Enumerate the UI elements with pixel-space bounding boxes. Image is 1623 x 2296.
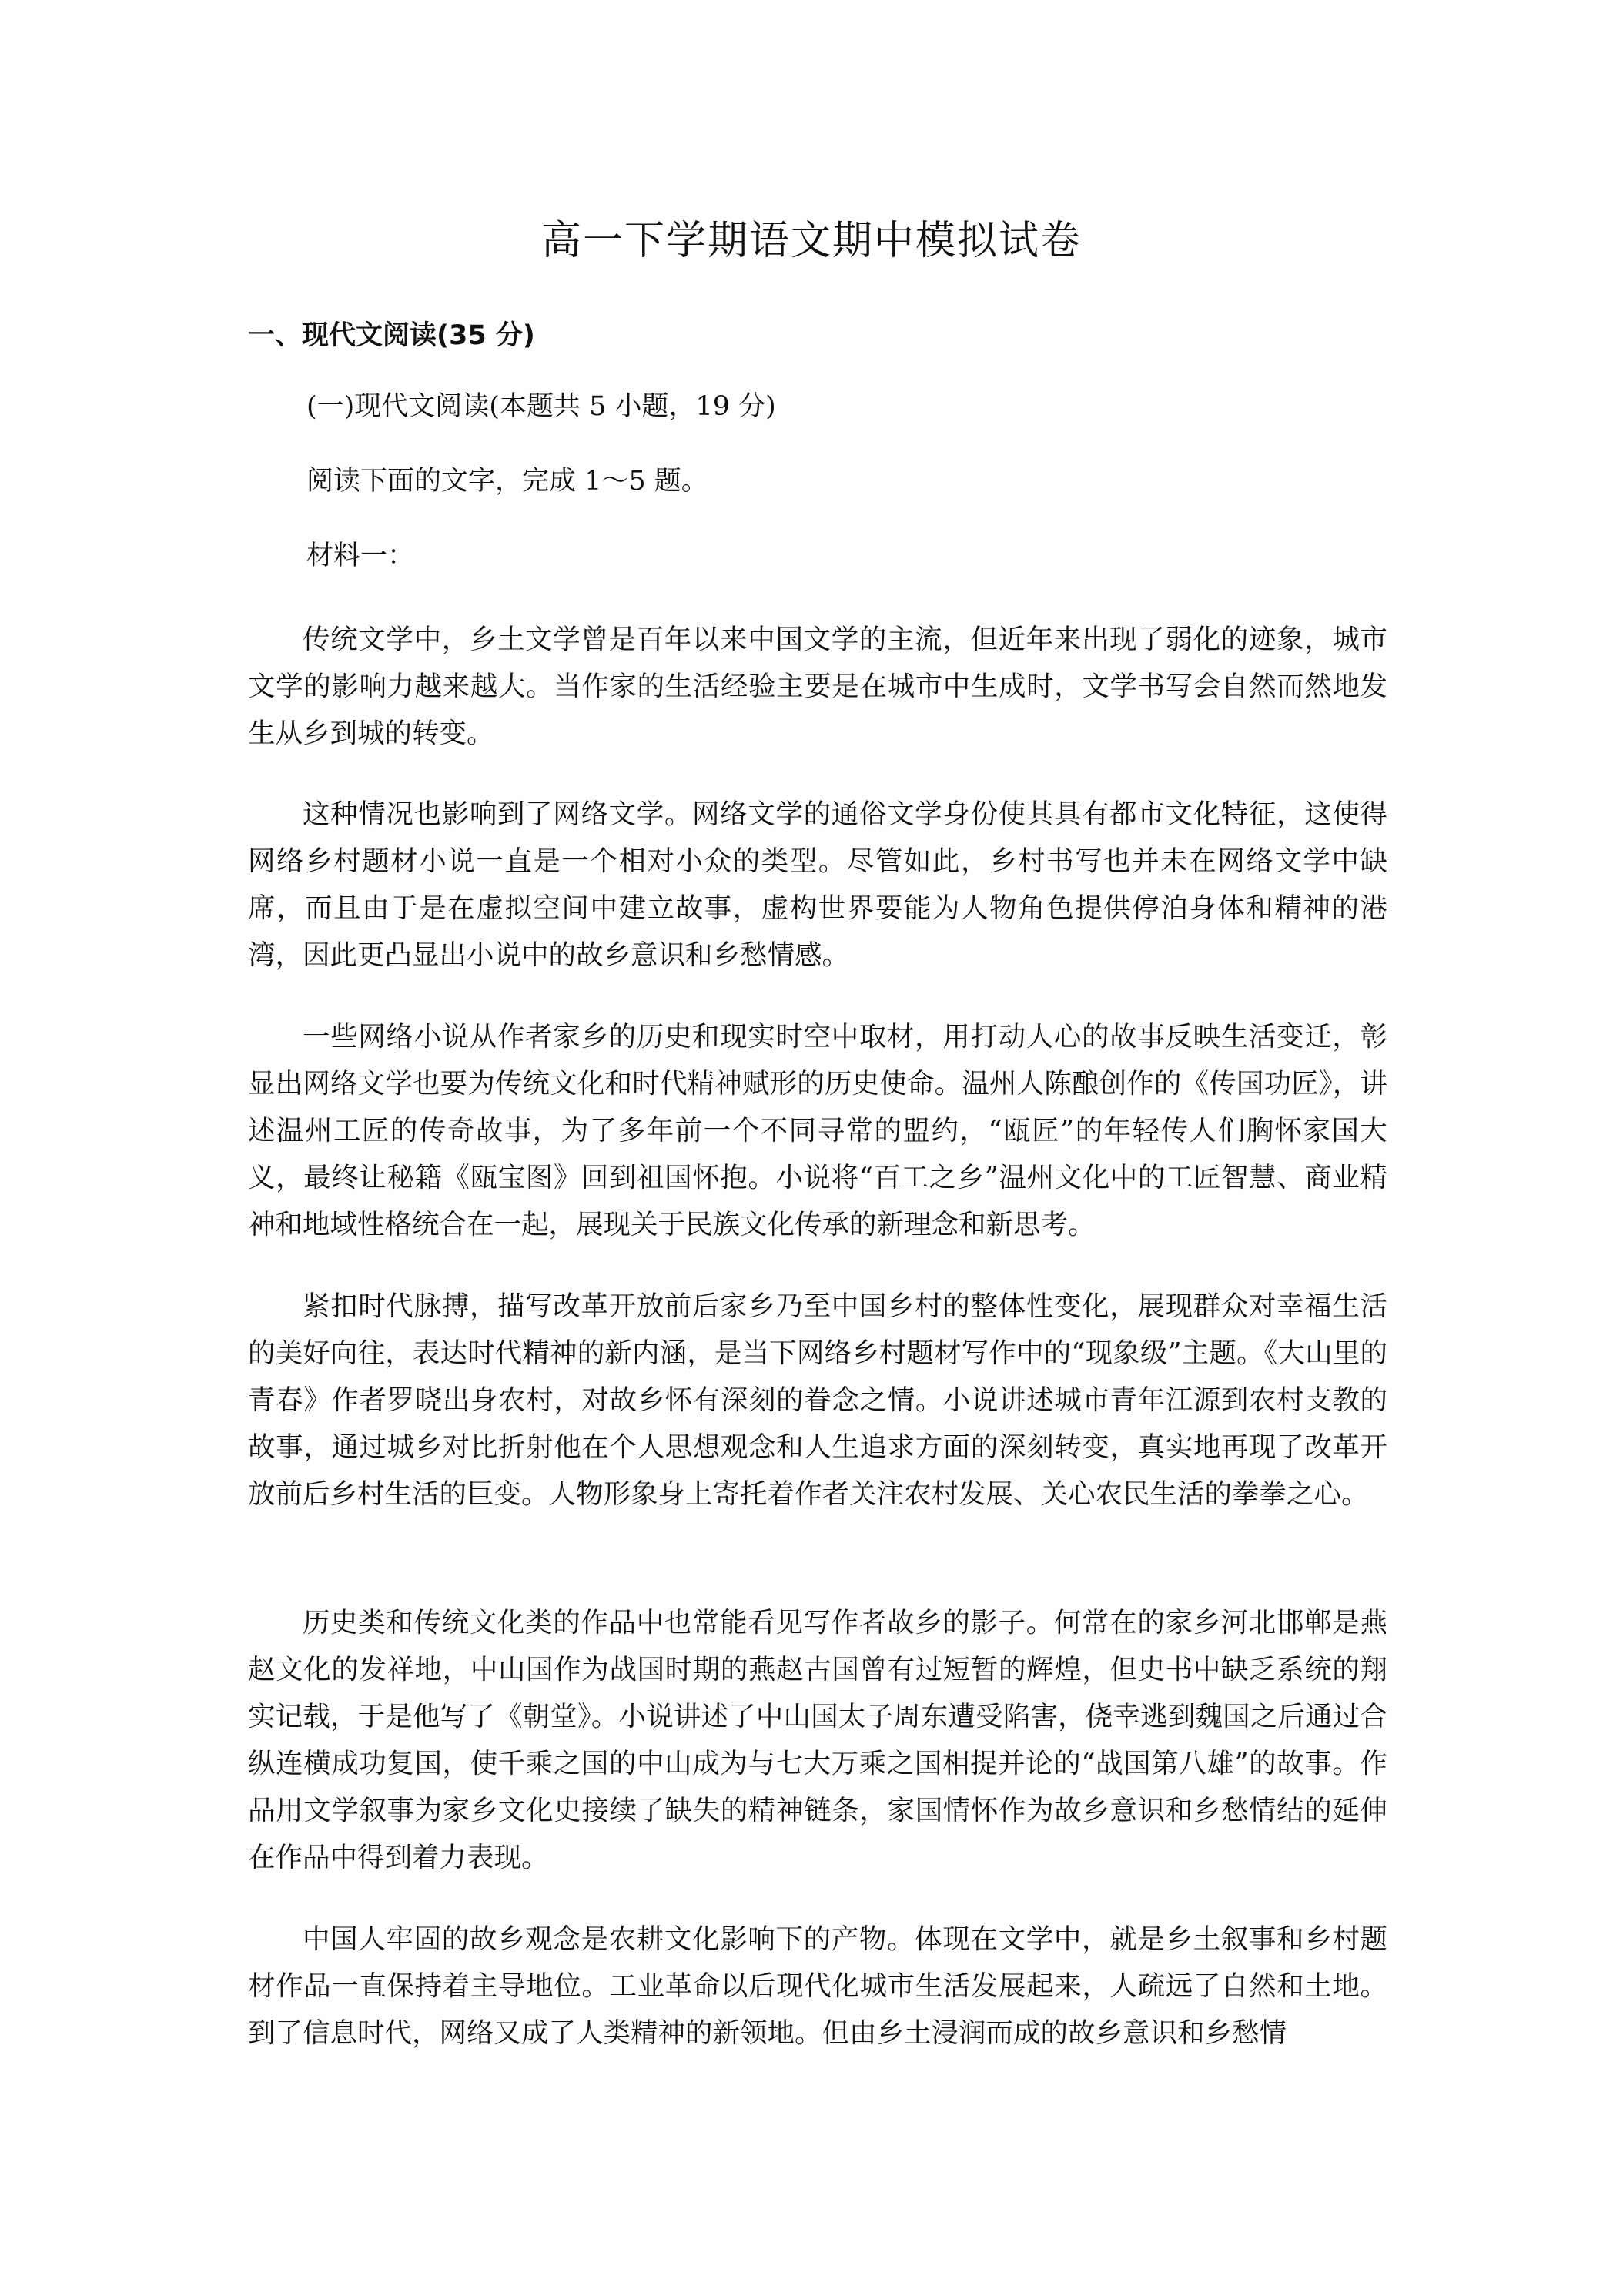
paragraph-text: 这种情况也影响到了网络文学。网络文学的通俗文学身份使其具有都市文化特征，这使得网络乡村题材小说一直是一个相对小众的类型。尽管如此，乡村书写也并未在网络文学中缺席，而且由于是在虚拟空间中建立故事，虚构世界要能为人物角色提供停泊身体和精神的港湾，因此更凸显出小说中的故乡意识和乡愁情感。 (248, 798, 1387, 971)
page-title: 高一下学期语文期中模拟试卷 (540, 218, 1082, 264)
section-heading: 一、现代文阅读(35 分) (248, 320, 535, 351)
paragraph-3 (248, 1013, 1387, 1248)
reading-instruction: 阅读下面的文字，完成 1～5 题。 (306, 466, 708, 497)
paragraph-1 (248, 616, 1387, 757)
paragraph-text: 一些网络小说从作者家乡的历史和现实时空中取材，用打动人心的故事反映生活变迁，彰显出网络文学也要为传统文化和时代精神赋形的历史使命。温州人陈酿创作的《传国功匠》，讲述温州工匠的传奇故事，为了多年前一个不同寻常的盟约，“瓯匠”的年轻传人们胸怀家国大义，最终让秘籍《瓯宝图》回到祖国怀抱。小说将“百工之乡”温州文化中的工匠智慧、商业精神和地域性格统合在一起，展现关于民族文化传承的新理念和新思考。 (248, 1021, 1387, 1240)
paragraph-text: 历史类和传统文化类的作品中也常能看见写作者故乡的影子。何常在的家乡河北邯郸是燕赵文化的发祥地，中山国作为战国时期的燕赵古国曾有过短暂的辉煌，但史书中缺乏系统的翔实记载，于是他写了《朝堂》。小说讲述了中山国太子周东遭受陷害，侥幸逃到魏国之后通过合纵连横成功复国，使千乘之国的中山成为与七大万乘之国相提并论的“战国第八雄”的故事。作品用文学叙事为家乡文化史接续了缺失的精神链条，家国情怀作为故乡意识和乡愁情结的延伸在作品中得到着力表现。 (248, 1607, 1387, 1873)
subsection-heading: (一)现代文阅读(本题共 5 小题，19 分) (306, 391, 776, 422)
paragraph-text: 传统文学中，乡土文学曾是百年以来中国文学的主流，但近年来出现了弱化的迹象，城市文学的影响力越来越大。当作家的生活经验主要是在城市中生成时，文学书写会自然而然地发生从乡到城的转变。 (248, 624, 1387, 749)
paragraph-text: 中国人牢固的故乡观念是农耕文化影响下的产物。体现在文学中，就是乡土叙事和乡村题材作品一直保持着主导地位。工业革命以后现代化城市生活发展起来，人疏远了自然和土地。到了信息时代，网络又成了人类精神的新领地。但由乡土浸润而成的故乡意识和乡愁情 (248, 1923, 1387, 2049)
paragraph-text: 紧扣时代脉搏，描写改革开放前后家乡乃至中国乡村的整体性变化，展现群众对幸福生活的美好向往，表达时代精神的新内涵，是当下网络乡村题材写作中的“现象级”主题。《大山里的青春》作者罗晓出身农村，对故乡怀有深刻的眷念之情。小说讲述城市青年江源到农村支教的故事，通过城乡对比折射他在个人思想观念和人生追求方面的深刻转变，真实地再现了改革开放前后乡村生活的巨变。人物形象身上寄托着作者关注农村发展、关心农民生活的拳拳之心。 (248, 1290, 1387, 1510)
paragraph-6 (248, 1916, 1387, 2057)
paragraph-2 (248, 791, 1387, 979)
paragraph-4 (248, 1283, 1387, 1518)
paragraph-5 (248, 1599, 1387, 1881)
material-label: 材料一： (306, 541, 415, 571)
